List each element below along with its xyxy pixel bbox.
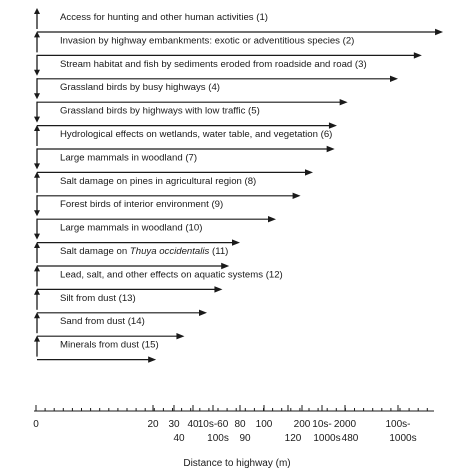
- direction-down-arrowhead: [34, 70, 40, 76]
- effect-row: [34, 289, 207, 316]
- effect-id: (5): [248, 105, 260, 117]
- x-tick-label-lower: 120: [284, 433, 302, 444]
- x-axis: [33, 405, 434, 444]
- effect-label: [60, 246, 228, 257]
- effect-extent-arrowhead: [176, 333, 184, 339]
- x-tick-label: 10s-: [312, 419, 332, 430]
- effect-label-text: Minerals from dust: [60, 339, 142, 351]
- effect-id: (7): [185, 152, 198, 164]
- effect-label-text: Salt damage on: [60, 246, 130, 257]
- effect-label-text: Stream habitat and fish by sediments eroded from roadside and road: [60, 58, 355, 70]
- direction-down-arrowhead: [34, 210, 40, 216]
- effect-label-text: Large mammals in woodland: [60, 152, 186, 164]
- effect-label: [60, 12, 268, 23]
- x-tick-label-lower: 1000s: [389, 433, 417, 444]
- x-tick-label-lower: 40: [173, 433, 185, 444]
- effect-label-text: Sand from dust: [60, 316, 128, 328]
- effect-label-text: Grassland birds by highways with low traffic: [60, 105, 249, 117]
- effect-label-text: Grassland birds by busy highways: [60, 82, 209, 94]
- effect-row: [34, 8, 443, 35]
- effect-extent-arrowhead: [214, 286, 222, 292]
- effect-id: (14): [127, 316, 145, 328]
- effect-id: (13): [118, 292, 136, 304]
- effect-row: [34, 148, 313, 175]
- effect-label: [60, 316, 145, 327]
- effect-extent-arrowhead: [435, 29, 443, 35]
- x-tick-label: 30: [168, 419, 180, 430]
- effect-extent-arrowhead: [221, 263, 229, 269]
- effect-label-italic: Thuya occidentalis: [129, 246, 212, 257]
- x-axis-title: Distance to highway (m): [183, 458, 291, 469]
- effect-id: (2): [342, 35, 355, 47]
- effect-label: [60, 129, 332, 140]
- effect-extent-arrowhead: [414, 52, 422, 58]
- effect-row: [34, 219, 240, 246]
- effect-row: [34, 312, 184, 339]
- effect-extent-arrowhead: [305, 169, 313, 175]
- direction-down-arrowhead: [34, 163, 40, 169]
- effect-extent-arrowhead: [327, 146, 335, 152]
- effect-row: [34, 125, 335, 152]
- effect-label: [60, 199, 223, 210]
- effect-label: [60, 223, 202, 234]
- effect-label: [60, 35, 354, 46]
- effect-row: [34, 55, 398, 82]
- effect-label: [60, 82, 220, 93]
- effect-row: [34, 31, 422, 58]
- effect-extent-arrowhead: [390, 76, 398, 82]
- x-axis-ticks: [36, 405, 427, 411]
- effect-row: [34, 195, 276, 222]
- effect-id: (6): [320, 129, 333, 140]
- effect-label-text: Salt damage on pines in agricultural region: [60, 175, 245, 187]
- x-tick-label: 10s-60: [197, 419, 229, 430]
- x-tick-label: 40: [187, 419, 199, 430]
- effect-label: [60, 59, 367, 70]
- direction-down-arrowhead: [34, 234, 40, 240]
- effect-id: (8): [244, 175, 257, 187]
- x-tick-label: 20: [147, 419, 159, 430]
- effect-id: (3): [354, 58, 367, 70]
- effect-label-text: Large mammals in woodland: [60, 222, 186, 234]
- x-tick-label-lower: 100s: [207, 433, 229, 444]
- effect-row: [34, 78, 348, 105]
- effect-id: (15): [141, 339, 159, 351]
- effect-label-text: Lead, salt, and other effects on aquatic systems: [60, 269, 266, 281]
- direction-down-arrowhead: [34, 93, 40, 99]
- effect-label: [60, 269, 283, 280]
- effect-label-text: Silt from dust: [60, 292, 119, 304]
- effect-row: [34, 172, 301, 199]
- effect-extent-arrowhead: [329, 122, 337, 128]
- effect-extent-arrowhead: [293, 193, 301, 199]
- x-tick-label: 100: [255, 419, 273, 430]
- effect-label-text: Access for hunting and other human activities: [60, 12, 257, 23]
- x-tick-label: 200: [293, 419, 311, 430]
- effect-extent-arrowhead: [232, 239, 240, 245]
- effect-row: [34, 102, 337, 129]
- effect-row: [34, 336, 159, 363]
- effect-label-text: Forest birds of interior environment: [60, 199, 212, 211]
- x-tick-label: 100s-: [385, 419, 411, 430]
- x-tick-label: 2000: [333, 419, 357, 430]
- effect-id: (12): [265, 269, 283, 281]
- effect-id: (11): [212, 246, 229, 257]
- effect-extent-arrowhead: [340, 99, 348, 105]
- effect-id: (9): [211, 199, 224, 211]
- effect-id: (4): [208, 82, 220, 94]
- x-tick-label-lower: 90: [239, 433, 251, 444]
- effect-row: [34, 265, 283, 292]
- effect-label: [60, 340, 159, 351]
- effect-label-text: Invasion by highway embankments: exotic or adventitious species: [60, 35, 343, 47]
- direction-down-arrowhead: [34, 117, 40, 123]
- effect-id: (10): [185, 222, 203, 234]
- effect-extent-arrowhead: [268, 216, 276, 222]
- effect-rows: [34, 8, 443, 363]
- effect-id: (1): [256, 12, 268, 23]
- effect-label: [60, 293, 136, 304]
- x-axis-tick-labels: [33, 419, 416, 444]
- effect-label: [60, 106, 260, 117]
- effect-extent-arrowhead: [148, 356, 156, 362]
- effect-label-text: Hydrological effects on wetlands, water table, and vegetation: [60, 129, 321, 140]
- x-tick-label: 80: [234, 419, 246, 430]
- x-tick-label-lower: 480: [341, 433, 359, 444]
- effect-label: [60, 176, 256, 187]
- x-tick-label-lower: 1000s: [313, 433, 341, 444]
- effect-label: [60, 152, 197, 163]
- effect-extent-arrowhead: [199, 310, 207, 316]
- effect-row: [34, 242, 229, 269]
- direction-up-arrowhead: [34, 8, 40, 14]
- x-tick-label: 0: [33, 419, 39, 430]
